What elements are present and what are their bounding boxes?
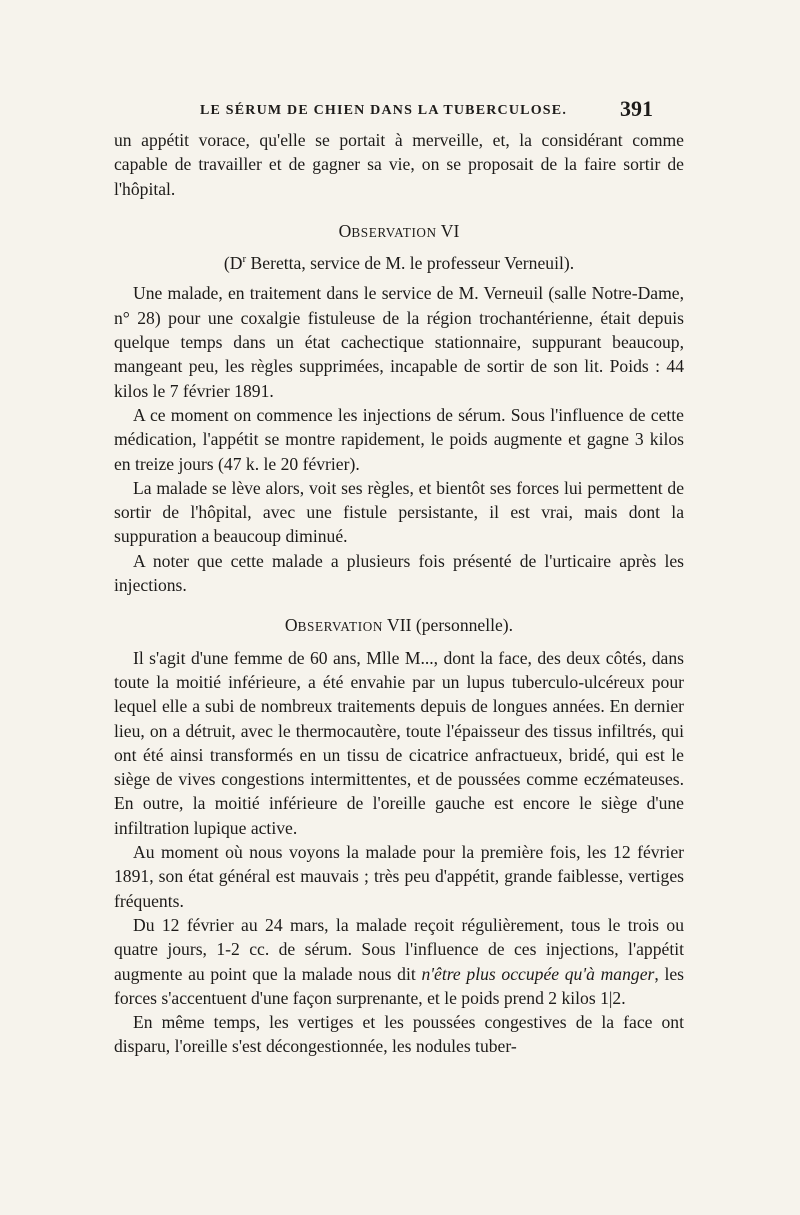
- running-title: LE SÉRUM DE CHIEN DANS LA TUBERCULOSE.: [200, 103, 568, 118]
- heading-initial: O: [338, 220, 352, 241]
- heading-number: VI: [436, 220, 460, 241]
- paragraph-treatment: Du 12 février au 24 mars, la malade reçoit régulièrement, tous le trois ou quatre jours, 1-2 cc. de sérum. Sous l'influence de ces injections, l'appétit augmente au point que la malade nous dit n'être plus occupée qu'à manger, les forces s'accentuent d'une façon surprenante, et le poids prend 2 kilos 1|2.: [114, 914, 684, 1008]
- observation-6-heading: [114, 219, 684, 245]
- paragraph-results: En même temps, les vertiges et les poussées congestives de la face ont disparu, l'oreille s'est décongestionnée, les nodules tuber-: [114, 1012, 684, 1057]
- heading-initial: O: [284, 615, 298, 636]
- paragraph-lupus-case: Il s'agit d'une femme de 60 ans, Mlle M..., dont la face, des deux côtés, dans toute la moitié inférieure, a été envahie par un lupus tuberculo-ulcéreux pour lequel elle a subi de nombreux traitements depuis de longues années. En dernier lieu, on a détruit, avec le thermocautère, toute l'épaisseur des tissus infiltrés, qui ont été ainsi transformés en un tissu de cicatrice anfractueux, bridé, qui est le siège de vives congestions intermittentes, et de poussées comme eczémateuses. En outre, la moitié inférieure de l'oreille gauche est encore le siège d'une infiltration lupique active.: [114, 647, 684, 838]
- paragraph-injections: A ce moment on commence les injections de sérum. Sous l'influence de cette médication, l'appétit se montre rapidement, le poids augmente et gagne 3 kilos en treize jours (47 k. le 20 février).: [114, 404, 684, 474]
- paragraph-case-description: Une malade, en traitement dans le service de M. Verneuil (salle Notre-Dame, n° 28) pour une coxalgie fistuleuse de la région trochantérienne, était depuis quelque temps dans un état cachectique stationnaire, suppurant beaucoup, mangeant peu, les règles supprimées, incapable de sortir de son lit. Poids : 44 kilos le 7 février 1891.: [114, 283, 684, 401]
- page-number: 391: [620, 96, 653, 121]
- paragraph-continuation: un appétit vorace, qu'elle se portait à merveille, et, la considérant comme capable de travailler et de gagner sa vie, on se proposait de la faire sortir de l'hôpital.: [114, 130, 684, 199]
- observation-6-subheading: ($D^r$ Beretta, service de M. le professeur Verneuil).: [223, 253, 575, 274]
- paragraph-first-visit: Au moment où nous voyons la malade pour la première fois, les 12 février 1891, son état général est mauvais ; très peu d'appétit, grande faiblesse, vertiges fréquents.: [114, 842, 684, 911]
- paragraph-urticaria: A noter que cette malade a plusieurs fois présenté de l'urticaire après les injections.: [114, 550, 684, 596]
- heading-smallcaps: BSERVATION: [297, 619, 383, 635]
- heading-smallcaps: BSERVATION: [351, 224, 437, 240]
- superscript: r: [242, 253, 247, 266]
- page-body: [114, 128, 684, 1059]
- italic-quote: n'être plus occupée qu'à manger: [421, 963, 655, 984]
- observation-7-heading: [114, 613, 684, 639]
- paragraph-outcome: La malade se lève alors, voit ses règles, et bientôt ses forces lui permettent de sortir de l'hôpital, avec une fistule persistante, il est vrai, mais dont la suppuration a beaucoup diminué.: [114, 477, 684, 547]
- heading-number: VII (personnelle).: [382, 615, 514, 636]
